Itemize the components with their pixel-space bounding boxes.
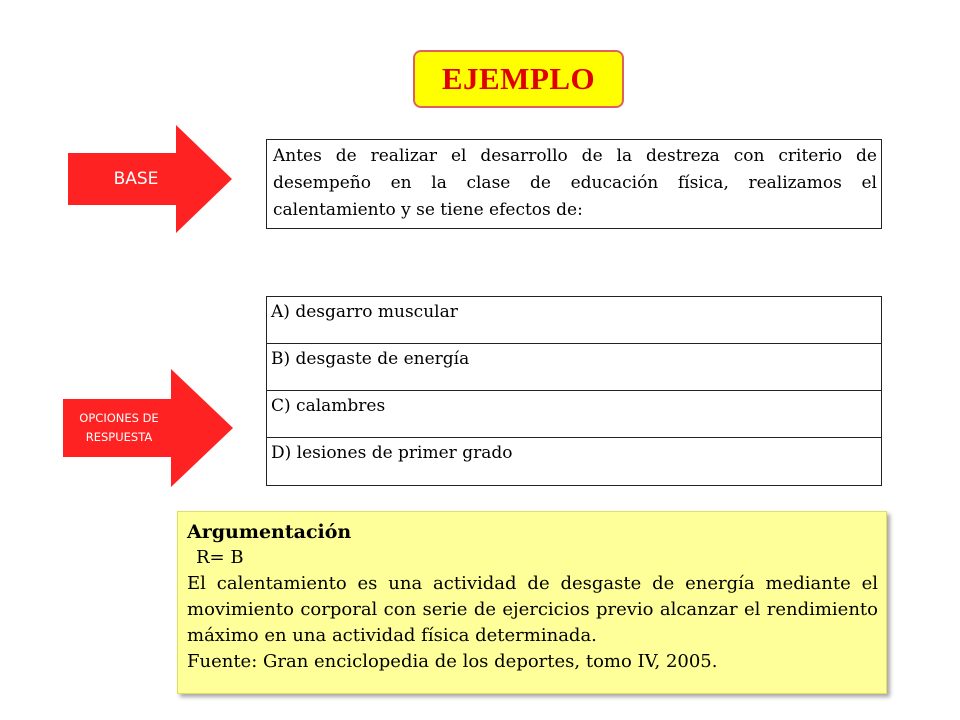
option-a-text: A) desgarro muscular <box>271 302 458 322</box>
option-a <box>267 297 881 344</box>
argumentacion-box <box>177 511 887 694</box>
option-b-text: B) desgaste de energía <box>271 349 470 369</box>
base-text-box <box>266 139 882 229</box>
base-label: BASE <box>113 169 159 189</box>
base-text: Antes de realizar el desarrollo de la destreza con criterio de desempeño en la clase de educación física, realizamos el calentamiento y se tiene efectos de: <box>273 146 877 220</box>
argumentacion-title: Argumentación <box>187 521 352 543</box>
base-arrow <box>68 125 232 233</box>
page-title: EJEMPLO <box>441 61 596 96</box>
options-table <box>266 296 882 486</box>
option-c-text: C) calambres <box>271 396 386 416</box>
opciones-label-line1: OPCIONES DE <box>79 411 159 425</box>
option-d <box>267 438 881 486</box>
argumentacion-body: El calentamiento es una actividad de desgaste de energía mediante el movimiento corporal con serie de ejercicios previo alcanzar el rendimiento máximo en una actividad física determinada. <box>187 573 878 646</box>
opciones-label-line2: RESPUESTA <box>85 430 153 444</box>
option-b <box>267 344 881 391</box>
option-c <box>267 391 881 438</box>
opciones-arrow <box>63 369 233 487</box>
option-d-text: D) lesiones de primer grado <box>271 443 513 463</box>
argumentacion-answer: R= B <box>196 547 244 568</box>
argumentacion-source: Fuente: Gran enciclopedia de los deportes, tomo IV, 2005. <box>187 651 718 672</box>
title-box <box>413 50 624 108</box>
